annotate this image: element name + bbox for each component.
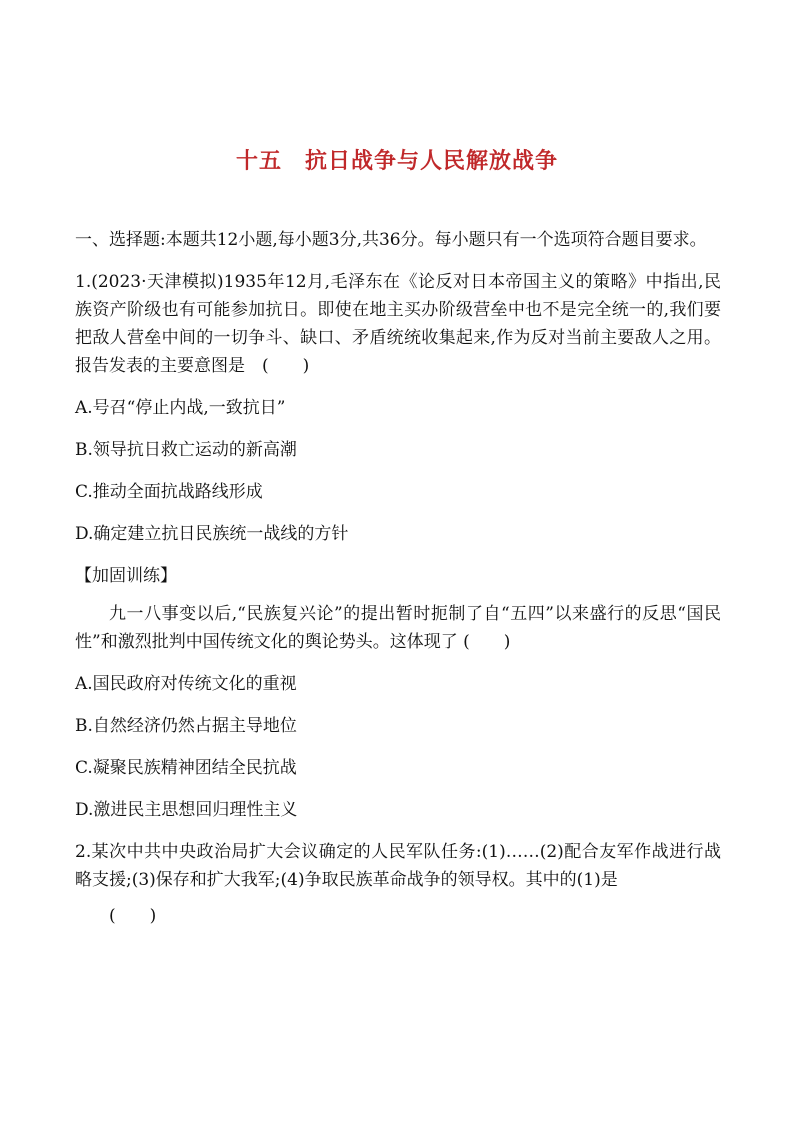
document-body: [75, 226, 721, 944]
section-heading: 一、选择题:本题共12小题,每小题3分,共36分。每小题只有一个选项符合题目要求。: [75, 230, 707, 250]
question-stem: 九一八事变以后,“民族复兴论”的提出暂时扼制了自“五四”以来盛行的反思“国民性”和激烈批判中国传统文化的舆论势头。这体现了 ( ): [75, 604, 721, 652]
option-d: D.激进民主思想回归理性主义: [75, 800, 298, 820]
question-stem: 2.某次中共中央政治局扩大会议确定的人民军队任务:(1)……(2)配合友军作战进行战略支援;(3)保存和扩大我军;(4)争取民族革命战争的领导权。其中的(1)是: [75, 842, 721, 890]
question-2: [75, 838, 721, 930]
reinforcement-tag: 【加固训练】: [75, 566, 177, 586]
option-b: B.自然经济仍然占据主导地位: [75, 716, 297, 736]
option-c: C.凝聚民族精神团结全民抗战: [75, 758, 297, 778]
option-a: A.国民政府对传统文化的重视: [75, 674, 297, 694]
page-title: 十五 抗日战争与人民解放战争: [235, 149, 558, 174]
reinforcement-question: [75, 562, 721, 824]
option-a: A.号召“停止内战,一致抗日”: [75, 398, 286, 418]
answer-blank: ( ): [109, 906, 157, 926]
option-d: D.确定建立抗日民族统一战线的方针: [75, 524, 349, 544]
question-1: [75, 268, 721, 548]
question-stem: 1.(2023·天津模拟)1935年12月,毛泽东在《论反对日本帝国主义的策略》中指出,民族资产阶级也有可能参加抗日。即使在地主买办阶级营垒中也不是完全统一的,我们要把敌人营垒中间的一切争斗、缺口、矛盾统统收集起来,作为反对当前主要敌人之用。报告发表的主要意图是 ( ): [75, 272, 721, 376]
option-c: C.推动全面抗战路线形成: [75, 482, 263, 502]
option-b: B.领导抗日救亡运动的新高潮: [75, 440, 297, 460]
